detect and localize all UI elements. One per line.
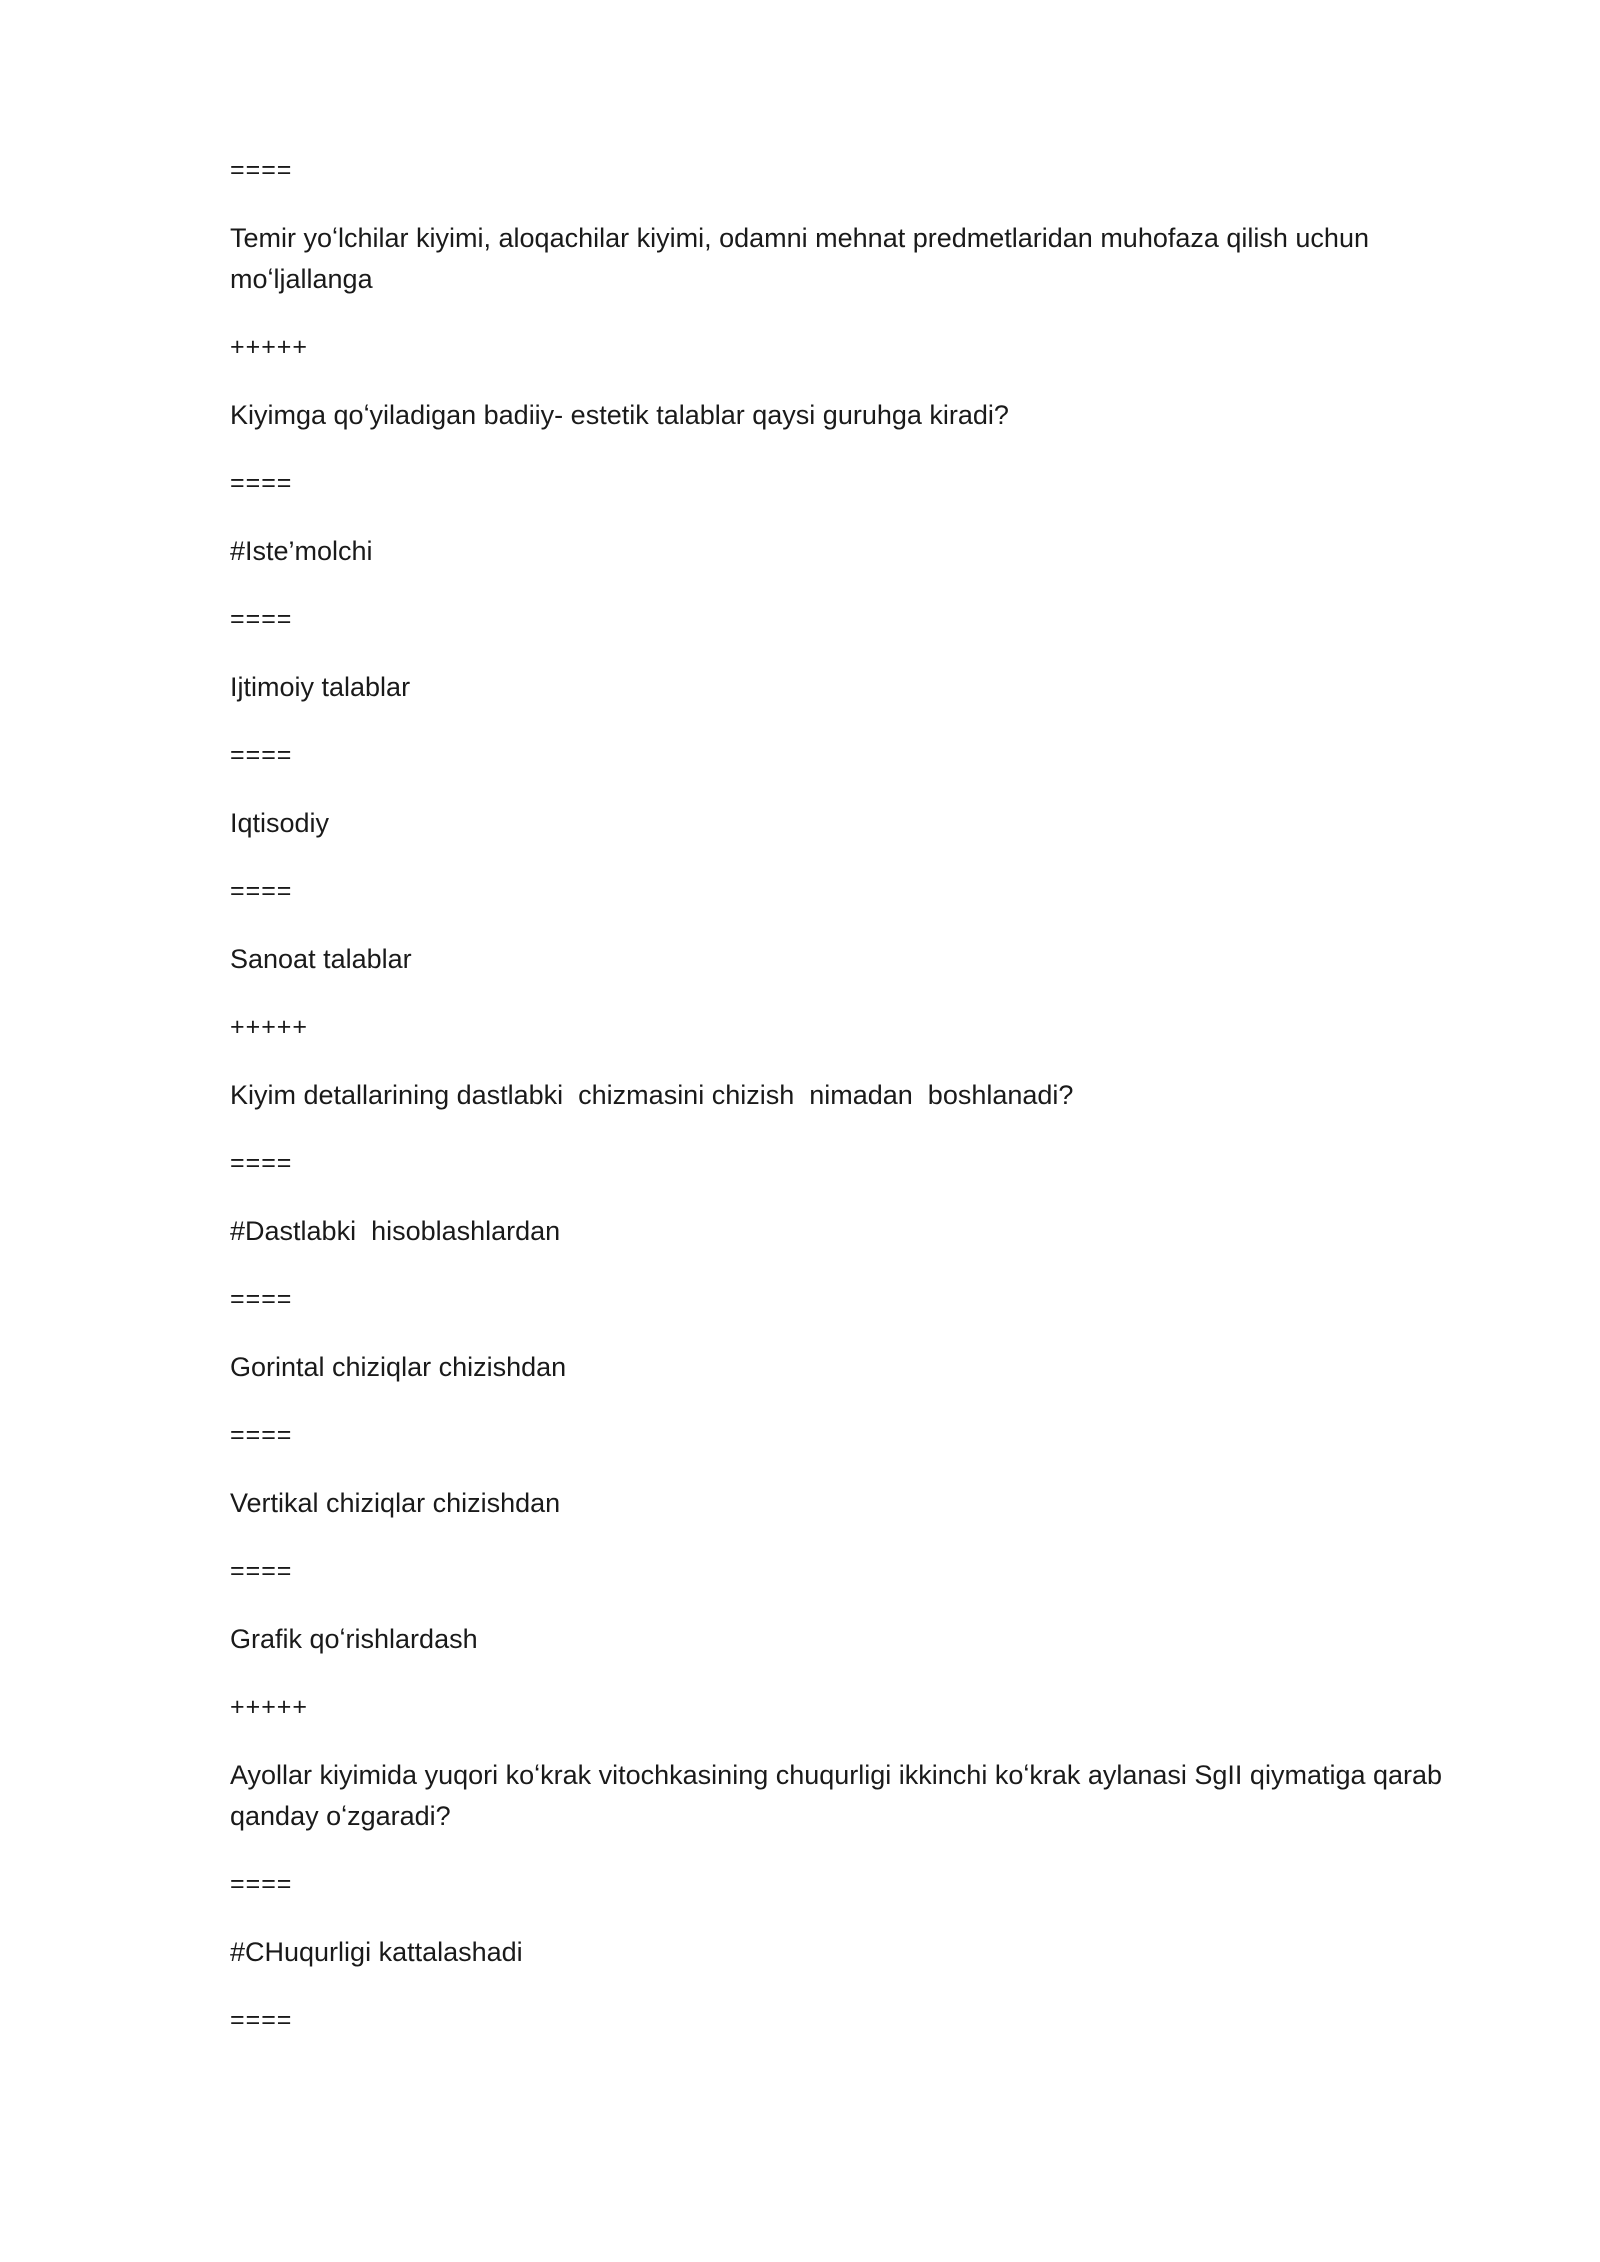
separator-line: +++++	[230, 1013, 308, 1041]
separator-line: ====	[230, 1285, 293, 1313]
question-text: Ayollar kiyimida yuqori koʻkrak vitochkasining chuqurligi ikkinchi koʻkrak aylanasi SgII qiymatiga qarab qanday oʻzgaradi?	[230, 1760, 1450, 1831]
question-text: Kiyimga qoʻyiladigan badiiy- estetik talablar qaysi guruhga kiradi?	[230, 400, 1009, 430]
separator-line: +++++	[230, 333, 308, 361]
answer-option: Iqtisodiy	[230, 808, 330, 838]
answer-option: Ijtimoiy talablar	[230, 672, 411, 702]
answer-option: Grafik qoʻrishlardash	[230, 1624, 478, 1654]
answer-option: Sanoat talablar	[230, 944, 412, 974]
separator-line: ====	[230, 1557, 293, 1585]
answer-option: #CHuqurligi kattalashadi	[230, 1937, 523, 1967]
answer-option: Gorintal chiziqlar chizishdan	[230, 1352, 567, 1382]
separator-line: ====	[230, 741, 293, 769]
separator-line: ====	[230, 1870, 293, 1898]
answer-option: #Iste’molchi	[230, 536, 373, 566]
answer-option: Vertikal chiziqlar chizishdan	[230, 1488, 561, 1518]
document-page	[230, 150, 1470, 2068]
question-text: Kiyim detallarining dastlabki chizmasini chizish nimadan boshlanadi?	[230, 1080, 1074, 1110]
separator-line: ====	[230, 605, 293, 633]
separator-line: ====	[230, 156, 293, 184]
separator-line: ====	[230, 2006, 293, 2034]
separator-line: +++++	[230, 1693, 308, 1721]
separator-line: ====	[230, 877, 293, 905]
answer-text: Temir yoʻlchilar kiyimi, aloqachilar kiyimi, odamni mehnat predmetlaridan muhofaza qilish uchun moʻljallanga	[230, 223, 1377, 294]
separator-line: ====	[230, 1149, 293, 1177]
separator-line: ====	[230, 469, 293, 497]
answer-option: #Dastlabki hisoblashlardan	[230, 1216, 561, 1246]
separator-line: ====	[230, 1421, 293, 1449]
